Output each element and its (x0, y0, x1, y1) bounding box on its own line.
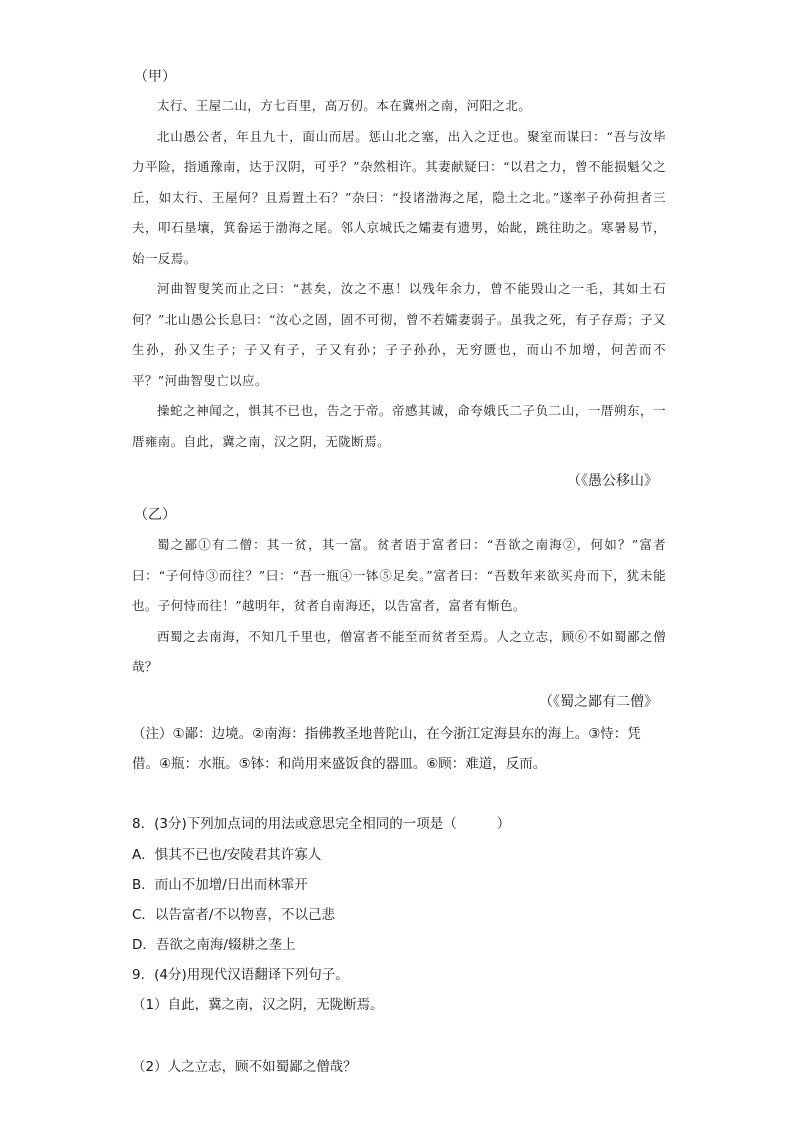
question-8-stem-text: 8．(3分)下列加点词的用法或意思完全相同的一项是（ (132, 816, 457, 832)
question-8-stem (132, 812, 510, 832)
passage-b-source: （《蜀之鄙有二僧》 (539, 694, 658, 710)
option-a: A．惧其不已也/安陵君其许寡人 (132, 847, 322, 863)
question-8-stem-close: ） (496, 816, 511, 832)
passage-a-paragraph: 操蛇之神闻之，惧其不已也，告之于帝。帝感其诚，命夸娥氏二子负二山，一厝朔东，一厝雍南。自此，冀之南，汉之阴，无陇断焉。 (132, 403, 666, 449)
passage-b-body (132, 530, 666, 683)
question-9-item-1: （1）自此，冀之南，汉之阴，无陇断焉。 (132, 997, 384, 1013)
question-9-stem: 9．(4分)用现代汉语翻译下列句子。 (132, 967, 349, 983)
annotation-notes: （注）①鄙：边境。②南海：指佛教圣地普陀山，在今浙江定海县东的海上。③恃：凭借。④瓶：水瓶。⑤钵：和尚用来盛饭食的器皿。⑥顾：难道，反而。 (132, 726, 641, 772)
passage-a-paragraph: 河曲智叟笑而止之曰：“甚矣，汝之不惠！以残年余力，曾不能毁山之一毛，其如土石何？”北山愚公长息曰：“汝心之固，固不可彻，曾不若孀妻弱子。虽我之死，有子存焉；子又生孙，孙又生子；子又有子，子又有孙；子子孙孙，无穷匮也，而山不加增，何苦而不平？”河曲智叟亡以应。 (132, 281, 666, 388)
question-9-item-2: （2）人之立志，顾不如蜀鄙之僧哉？ (132, 1059, 357, 1075)
option-b: B．而山不加增/日出而林霏开 (132, 877, 308, 893)
option-d: D．吾欲之南海/辍耕之垄上 (132, 937, 296, 953)
passage-a-label: （甲） (134, 69, 176, 85)
passage-a-source: （《愚公移山》 (567, 473, 658, 489)
passage-b-paragraph: 蜀之鄙①有二僧：其一贫，其一富。贫者语于富者曰：“吾欲之南海②，何如？”富者曰：“子何恃③而往？”曰：“吾一瓶④一钵⑤足矣。”富者曰：“吾数年来欲买舟而下，犹未能也。子何恃而往！”越明年，贫者自南海还，以告富者，富者有惭色。 (132, 537, 666, 613)
passage-a-paragraph: 北山愚公者，年且九十，面山而居。惩山北之塞，出入之迂也。聚室而谋曰：“吾与汝毕力平险，指通豫南，达于汉阴，可乎？”杂然相许。其妻献疑曰：“以君之力，曾不能损魁父之丘，如太行、王屋何？且焉置土石？”杂曰：“投诸渤海之尾，隐土之北。”遂率子孙荷担者三夫，叩石垦壤，箕畚运于渤海之尾。邻人京城氏之孀妻有遗男，始龀，跳往助之。寒暑易节，始一反焉。 (132, 128, 666, 266)
passage-a-paragraph: 太行、王屋二山，方七百里，高万仞。本在冀州之南，河阳之北。 (157, 98, 532, 113)
passage-b-paragraph: 西蜀之去南海，不知几千里也，僧富者不能至而贫者至焉。人之立志，顾⑥不如蜀鄙之僧哉？ (132, 628, 666, 674)
option-c: C．以告富者/不以物喜，不以己悲 (132, 907, 335, 923)
passage-b-label: （乙） (134, 507, 176, 523)
passage-a-body (132, 91, 666, 457)
